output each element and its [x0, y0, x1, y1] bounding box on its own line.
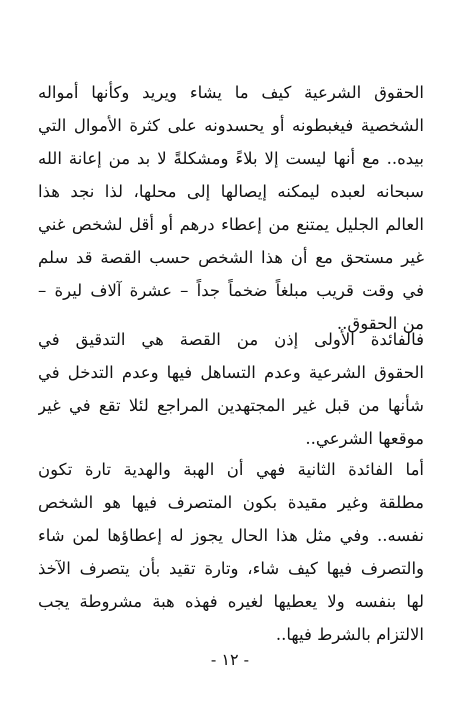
paragraph-3 [38, 453, 424, 651]
text-line: بيده.. مع أنها ليست إلا بلاءً ومشكلةً لا بد من إعانة الله [38, 149, 424, 168]
text-line: والتصرف فيها كيف شاء، وتارة تقيد بأن يتصرف الآخذ [38, 559, 424, 578]
text-line: من الحقوق.. [336, 314, 424, 333]
text-line: في وقت قريب مبلغاً ضخماً جداً – عشرة آلاف ليرة – [38, 281, 424, 300]
text-line: لها بنفسه ولا يعطيها لغيره فهذه هبة مشروطة يجب [38, 592, 424, 611]
text-line: العالم الجليل يمتنع من إعطاء درهم أو أقل لشخص غني [38, 215, 424, 234]
paragraph-1 [38, 76, 424, 340]
text-line: نفسه.. وفي مثل هذا الحال يجوز له إعطاؤها لمن شاء [38, 526, 424, 545]
text-line: أما الفائدة الثانية فهي أن الهبة والهدية تارة تكون [38, 460, 424, 479]
text-line: موقعها الشرعي.. [305, 429, 424, 448]
text-line: فالفائدة الأولى إذن من القصة هي التدقيق في [38, 330, 424, 349]
page-number: - ١٢ - [210, 650, 250, 669]
text-line: سبحانه لعبده ليمكنه إيصالها إلى محلها، لذا نجد هذا [38, 182, 424, 201]
text-line: الالتزام بالشرط فيها.. [275, 625, 424, 644]
text-line: الشخصية فيغبطونه أو يحسدونه على كثرة الأموال التي [38, 116, 424, 135]
paragraph-2 [38, 323, 424, 455]
text-line: شأنها من قبل غير المجتهدين المراجع لئلا تقع في غير [38, 396, 424, 415]
text-line: مطلقة وغير مقيدة بكون المتصرف فيها هو الشخص [38, 493, 424, 512]
text-line: الحقوق الشرعية كيف ما يشاء ويريد وكأنها أمواله [38, 83, 424, 102]
text-line: غير مستحق مع أن هذا الشخص حسب القصة قد سلم [38, 248, 424, 267]
text-line: الحقوق الشرعية وعدم التساهل فيها وعدم التدخل في [38, 363, 424, 382]
